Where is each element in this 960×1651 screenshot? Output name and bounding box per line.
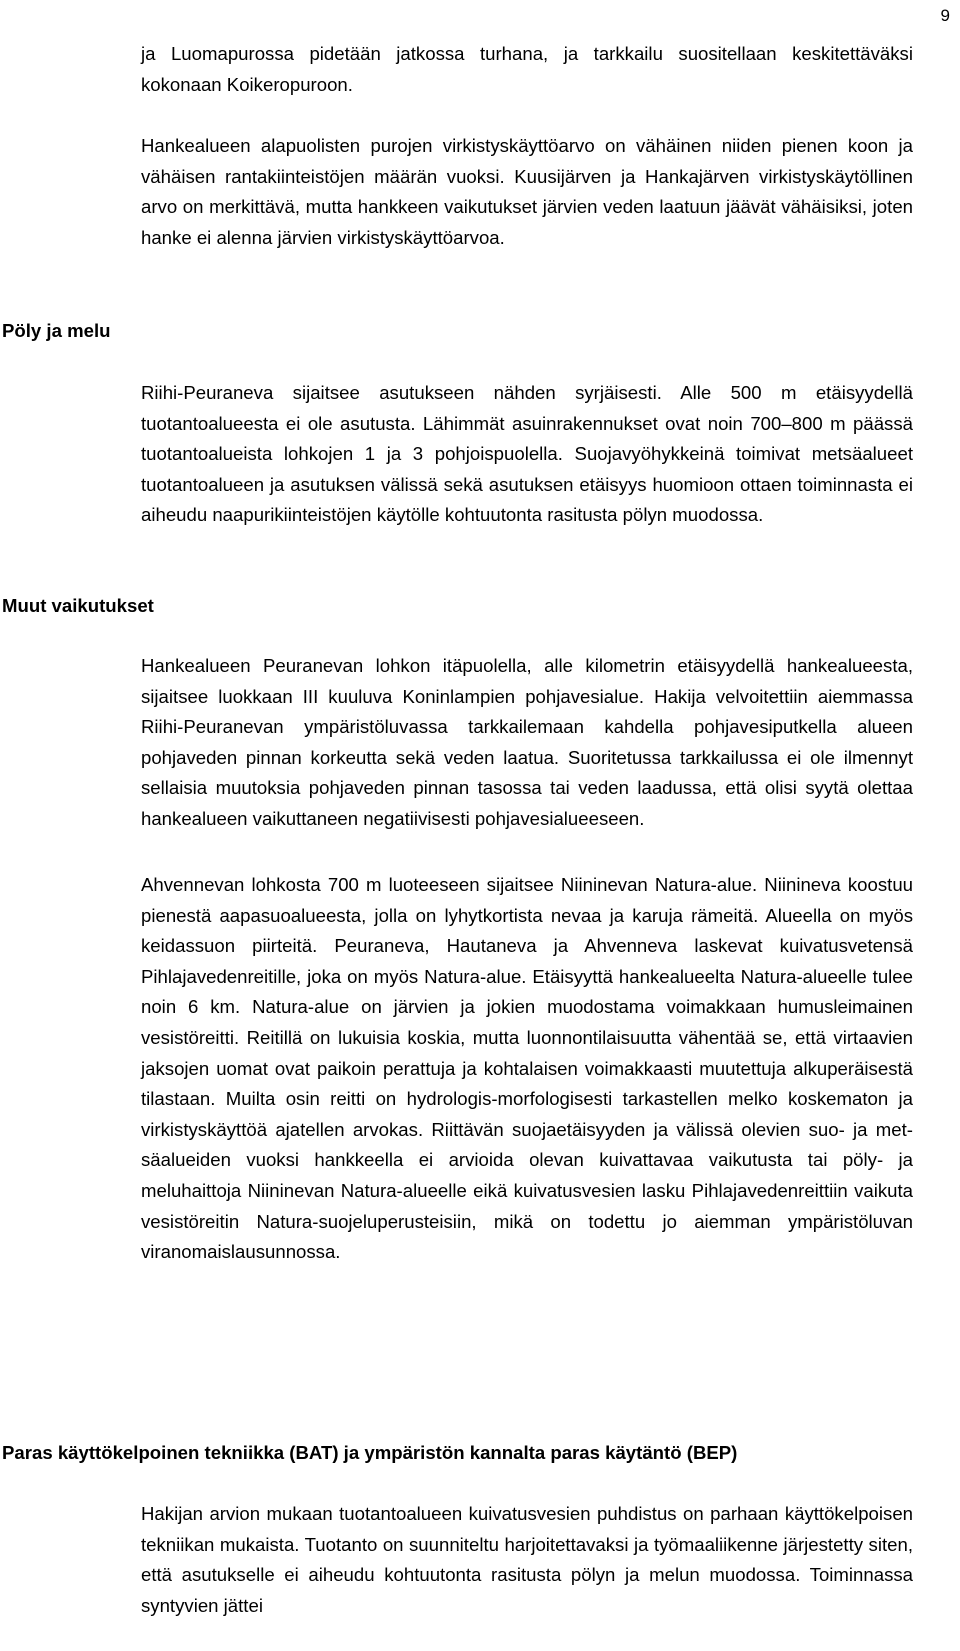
paragraph-asutus-polyt: Riihi-Peuraneva sijaitsee asutukseen nähden syrjäisesti. Alle 500 m etäisyydellä tuotantoalueesta ei ole asutusta. Lähimmät asuinrakennukset ovat noin 700–800 m päässä tuotantoalueista lohkojen 1 ja 3 pohjoispuolella. Suojavyöhykkeinä toimivat metsäalueet tuotantoalueen ja asutuksen välissä sekä asutuksen etäisyys huomioon ottaen toiminnasta ei aiheudu naapurikiinteistöjen käytölle kohtuutonta rasitusta pölyn muodossa.: [141, 382, 913, 526]
heading-muut-vaikutukset: Muut vaikutukset: [2, 595, 154, 616]
page-number: 9: [940, 6, 950, 25]
paragraph-pohjavesialue: Hankealueen Peuranevan lohkon itäpuolella, alle kilometrin etäisyydellä hankealueesta, sijaitsee luokkaan III kuuluva Koninlampien pohjavesialue. Hakija velvoitettiin aiemmassa Riihi-Peuranevan ympäristöluvassa tarkkailemaan kahdella pohjavesiputkella alueen pohjaveden pinnan korkeutta sekä veden laatua. Suoritetussa tarkkailussa ei ole ilmennyt sellaisia muutoksia pohjaveden pinnan tasossa tai veden laadussa, että olisi syytä olettaa hankealueen vaikuttaneen negatiivisesti pohjavesialueeseen.: [141, 655, 913, 829]
paragraph-bat-arvio: Hakijan arvion mukaan tuotantoalueen kuivatusvesien puhdistus on parhaan käyttökelpoisen tekniikan mukaista. Tuotanto on suunniteltu harjoitettavaksi ja työmaaliikenne järjestetty siten, että asutukselle ei aiheudu kohtuutonta rasitusta pölyn ja melun muodossa. Toiminnassa syntyvien jättei: [141, 1503, 913, 1616]
heading-bat-bep: Paras käyttökelpoinen tekniikka (BAT) ja ympäristön kannalta paras käytäntö (BEP): [2, 1442, 738, 1463]
paragraph-virkistyskaytto: Hankealueen alapuolisten purojen virkistyskäyttöarvo on vähäinen niiden pienen koon ja vähäisen rantakiinteistöjen määrän vuoksi. Kuusijärven ja Hankajärven virkistyskäytöllinen arvo on merkittävä, mutta hankkeen vaikutukset järvien veden laatuun jäävät vähäisiksi, joten hanke ei alenna järvien virkistyskäyttöarvoa.: [141, 135, 913, 248]
paragraph-natura-alue: Ahvennevan lohkosta 700 m luoteeseen sijaitsee Niininevan Natura-alue. Niinineva koostuu pienestä aapasuoalueesta, jolla on lyhytkortista nevaa ja karuja rämeitä. Alueella on myös keidassuon piirteitä. Peuraneva, Hautaneva ja Ahvenneva laskevat kuivatusvetensä Pihlajavedenreitille, joka on myös Natura-alue. Etäisyyttä hankealueelta Natura-alueelle tulee noin 6 km. Natura-alue on järvien ja jokien muodostama voimakkaan humusleimainen vesistöreitti. Reitillä on lukuisia koskia, mutta luonnontilaisuutta vähentää se, että virtaavien jaksojen uomat ovat paikoin perattuja ja kohtalaisen voimakkaasti muutettuja alkuperäisestä tilastaan. Muilta osin reitti on hydrologis-morfologisesti tarkastellen melko koskematon ja virkistyskäyttöä ajatellen arvokas. Riittävän suojaetäisyyden ja välissä olevien suo- ja metsäalueiden vuoksi hankkeella ei arvioida olevan kuivattavaa vaikutusta tai pöly- ja meluhaittoja Niininevan Natura-alueelle eikä kuivatusvesien lasku Pihlajavedenreittiin vaikuta vesistöreitin Natura-suojeluperusteisiin, mikä on todettu jo aiemman ympäristöluvan viranomaislausunnossa.: [141, 874, 913, 1263]
paragraph-luomapuro-continuation: ja Luomapurossa pidetään jatkossa turhana, ja tarkkailu suositellaan keskitettäväksi kokonaan Koikeropuroon.: [141, 43, 913, 95]
heading-poly-ja-melu: Pöly ja melu: [2, 320, 111, 341]
